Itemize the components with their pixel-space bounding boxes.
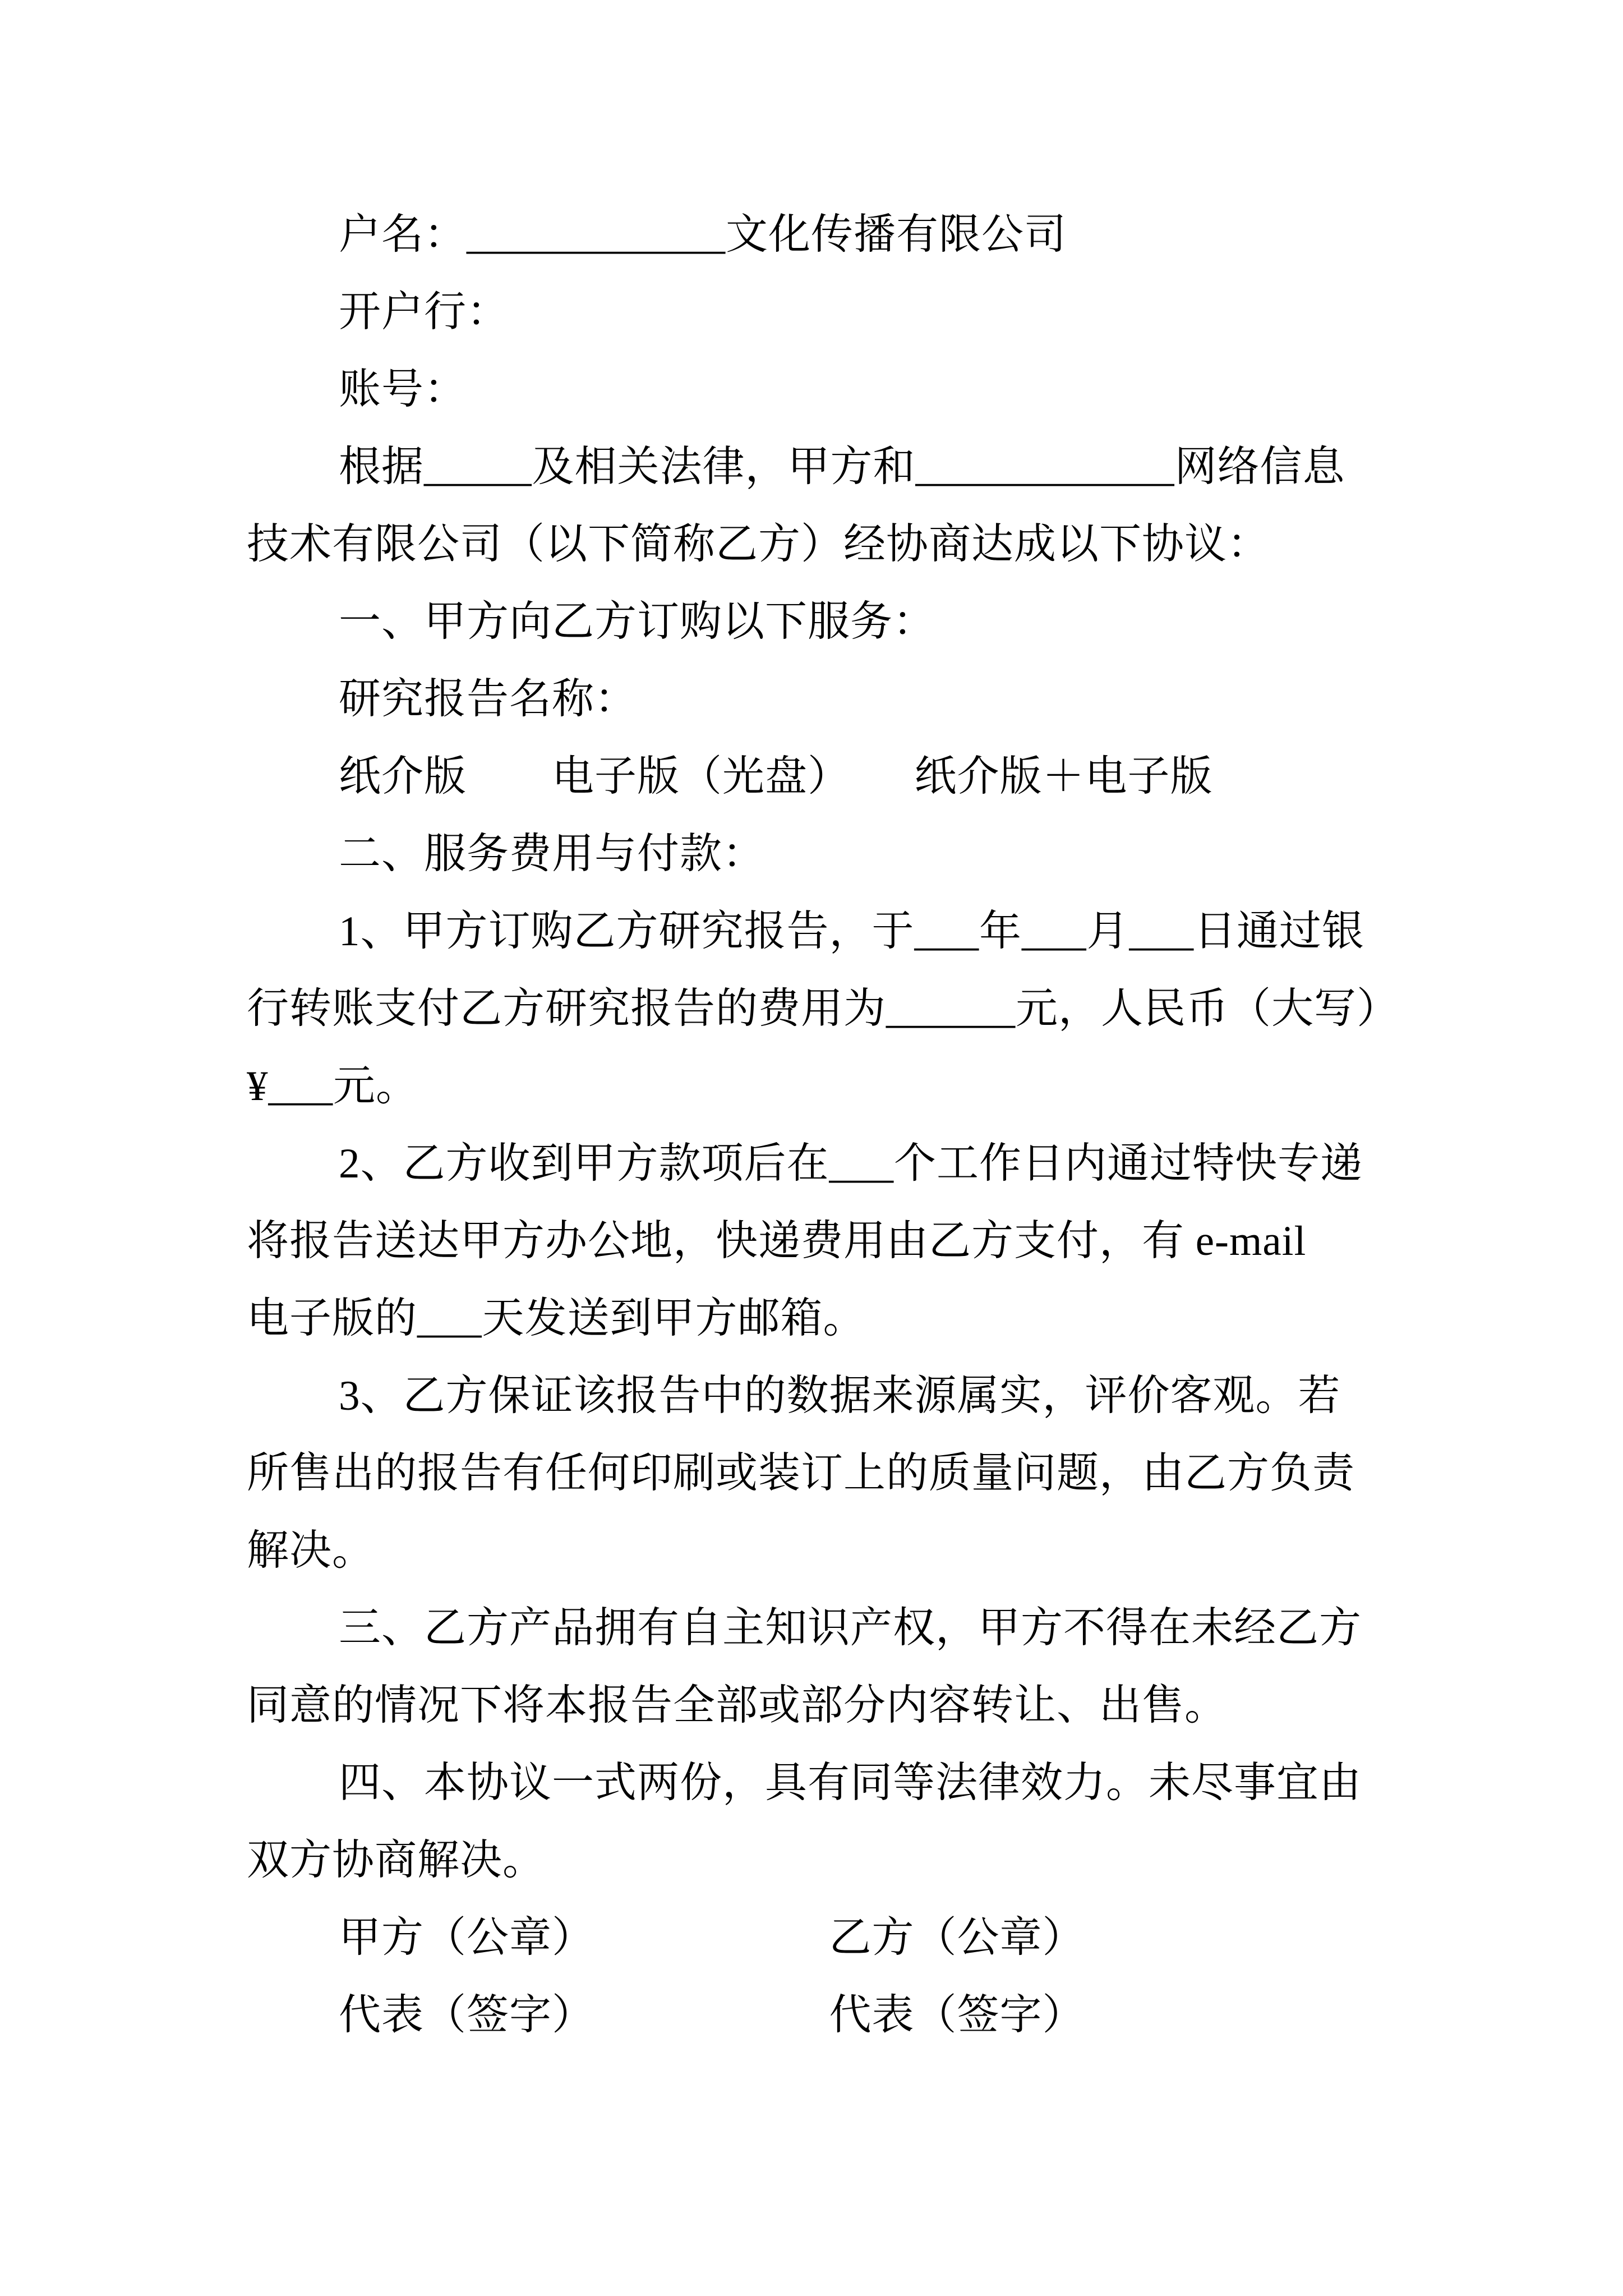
- line-text: 3、乙方保证该报告中的数据来源属实，评价客观。若: [339, 1373, 1341, 1419]
- text-line-clause-1-heading: [247, 583, 1391, 661]
- text-line-clause-2-2c: [247, 1280, 1391, 1358]
- line-text: 二、服务费用与付款：: [339, 831, 766, 877]
- text-line-clause-3a: [247, 1590, 1391, 1667]
- text-line-edition-options: [247, 738, 1391, 816]
- line-text: 根据_____及相关法律，甲方和____________网络信息: [339, 444, 1345, 490]
- line-text: 户名：____________文化传播有限公司: [339, 211, 1067, 258]
- text-line-clause-2-3b: [247, 1435, 1391, 1512]
- text-line-preamble-2: [247, 506, 1391, 583]
- text-line-clause-2-1b: [247, 970, 1400, 1048]
- line-text: 同意的情况下将本报告全部或部分内容转让、出售。: [247, 1682, 1228, 1729]
- text-line-account-number: [247, 351, 1391, 429]
- text-line-clause-3b: [247, 1667, 1391, 1745]
- line-text: 研究报告名称：: [339, 676, 638, 723]
- text-line-clause-2-2a: [247, 1125, 1391, 1203]
- text-line-clause-2-3a: [247, 1358, 1391, 1435]
- line-text: 纸介版 电子版（光盘） 纸介版＋电子版: [339, 753, 1213, 800]
- line-text: 将报告送达甲方办公地，快递费用由乙方支付，有 e-mail: [247, 1218, 1307, 1264]
- text-line-clause-2-heading: [247, 816, 1391, 893]
- line-text: 1、甲方订购乙方研究报告，于___年___月___日通过银: [339, 908, 1365, 955]
- text-line-clause-2-1c: [247, 1048, 1391, 1125]
- line-text: 四、本协议一式两份，具有同等法律效力。未尽事宜由: [339, 1760, 1362, 1806]
- text-line-clause-2-1a: [247, 893, 1391, 970]
- line-text: 三、乙方产品拥有自主知识产权，甲方不得在未经乙方: [339, 1605, 1362, 1651]
- document-text-block: [247, 196, 1400, 2054]
- line-text: 一、甲方向乙方订购以下服务：: [339, 599, 936, 645]
- line-text: 行转账支付乙方研究报告的费用为______元，人民币（大写）: [247, 986, 1400, 1032]
- text-line-clause-2-2b: [247, 1203, 1391, 1280]
- text-line-clause-4a: [247, 1745, 1391, 1822]
- text-line-clause-4b: [247, 1822, 1391, 1899]
- text-line-seal-signatures: [247, 1899, 1391, 1977]
- line-text: ¥___元。: [247, 1063, 419, 1110]
- text-line-representative-signatures: [247, 1977, 1391, 2054]
- line-text: 甲方（公章） 乙方（公章）: [339, 1915, 1085, 1961]
- line-text: 代表（签字） 代表（签字）: [339, 1992, 1085, 2039]
- line-text: 2、乙方收到甲方款项后在___个工作日内通过特快专递: [339, 1140, 1363, 1187]
- text-line-clause-2-3c: [247, 1512, 1391, 1590]
- line-text: 电子版的___天发送到甲方邮箱。: [247, 1295, 866, 1342]
- line-text: 所售出的报告有任何印刷或装订上的质量问题，由乙方负责: [247, 1450, 1355, 1497]
- text-line-report-name: [247, 661, 1391, 738]
- line-text: 开户行：: [339, 289, 510, 335]
- line-text: 账号：: [339, 366, 467, 413]
- text-line-bank: [247, 274, 1391, 351]
- line-text: 解决。: [247, 1527, 375, 1574]
- text-line-preamble-1: [247, 429, 1391, 506]
- line-text: 双方协商解决。: [247, 1837, 546, 1884]
- line-text: 技术有限公司（以下简称乙方）经协商达成以下协议：: [247, 521, 1270, 568]
- text-line-account-name: [247, 196, 1391, 274]
